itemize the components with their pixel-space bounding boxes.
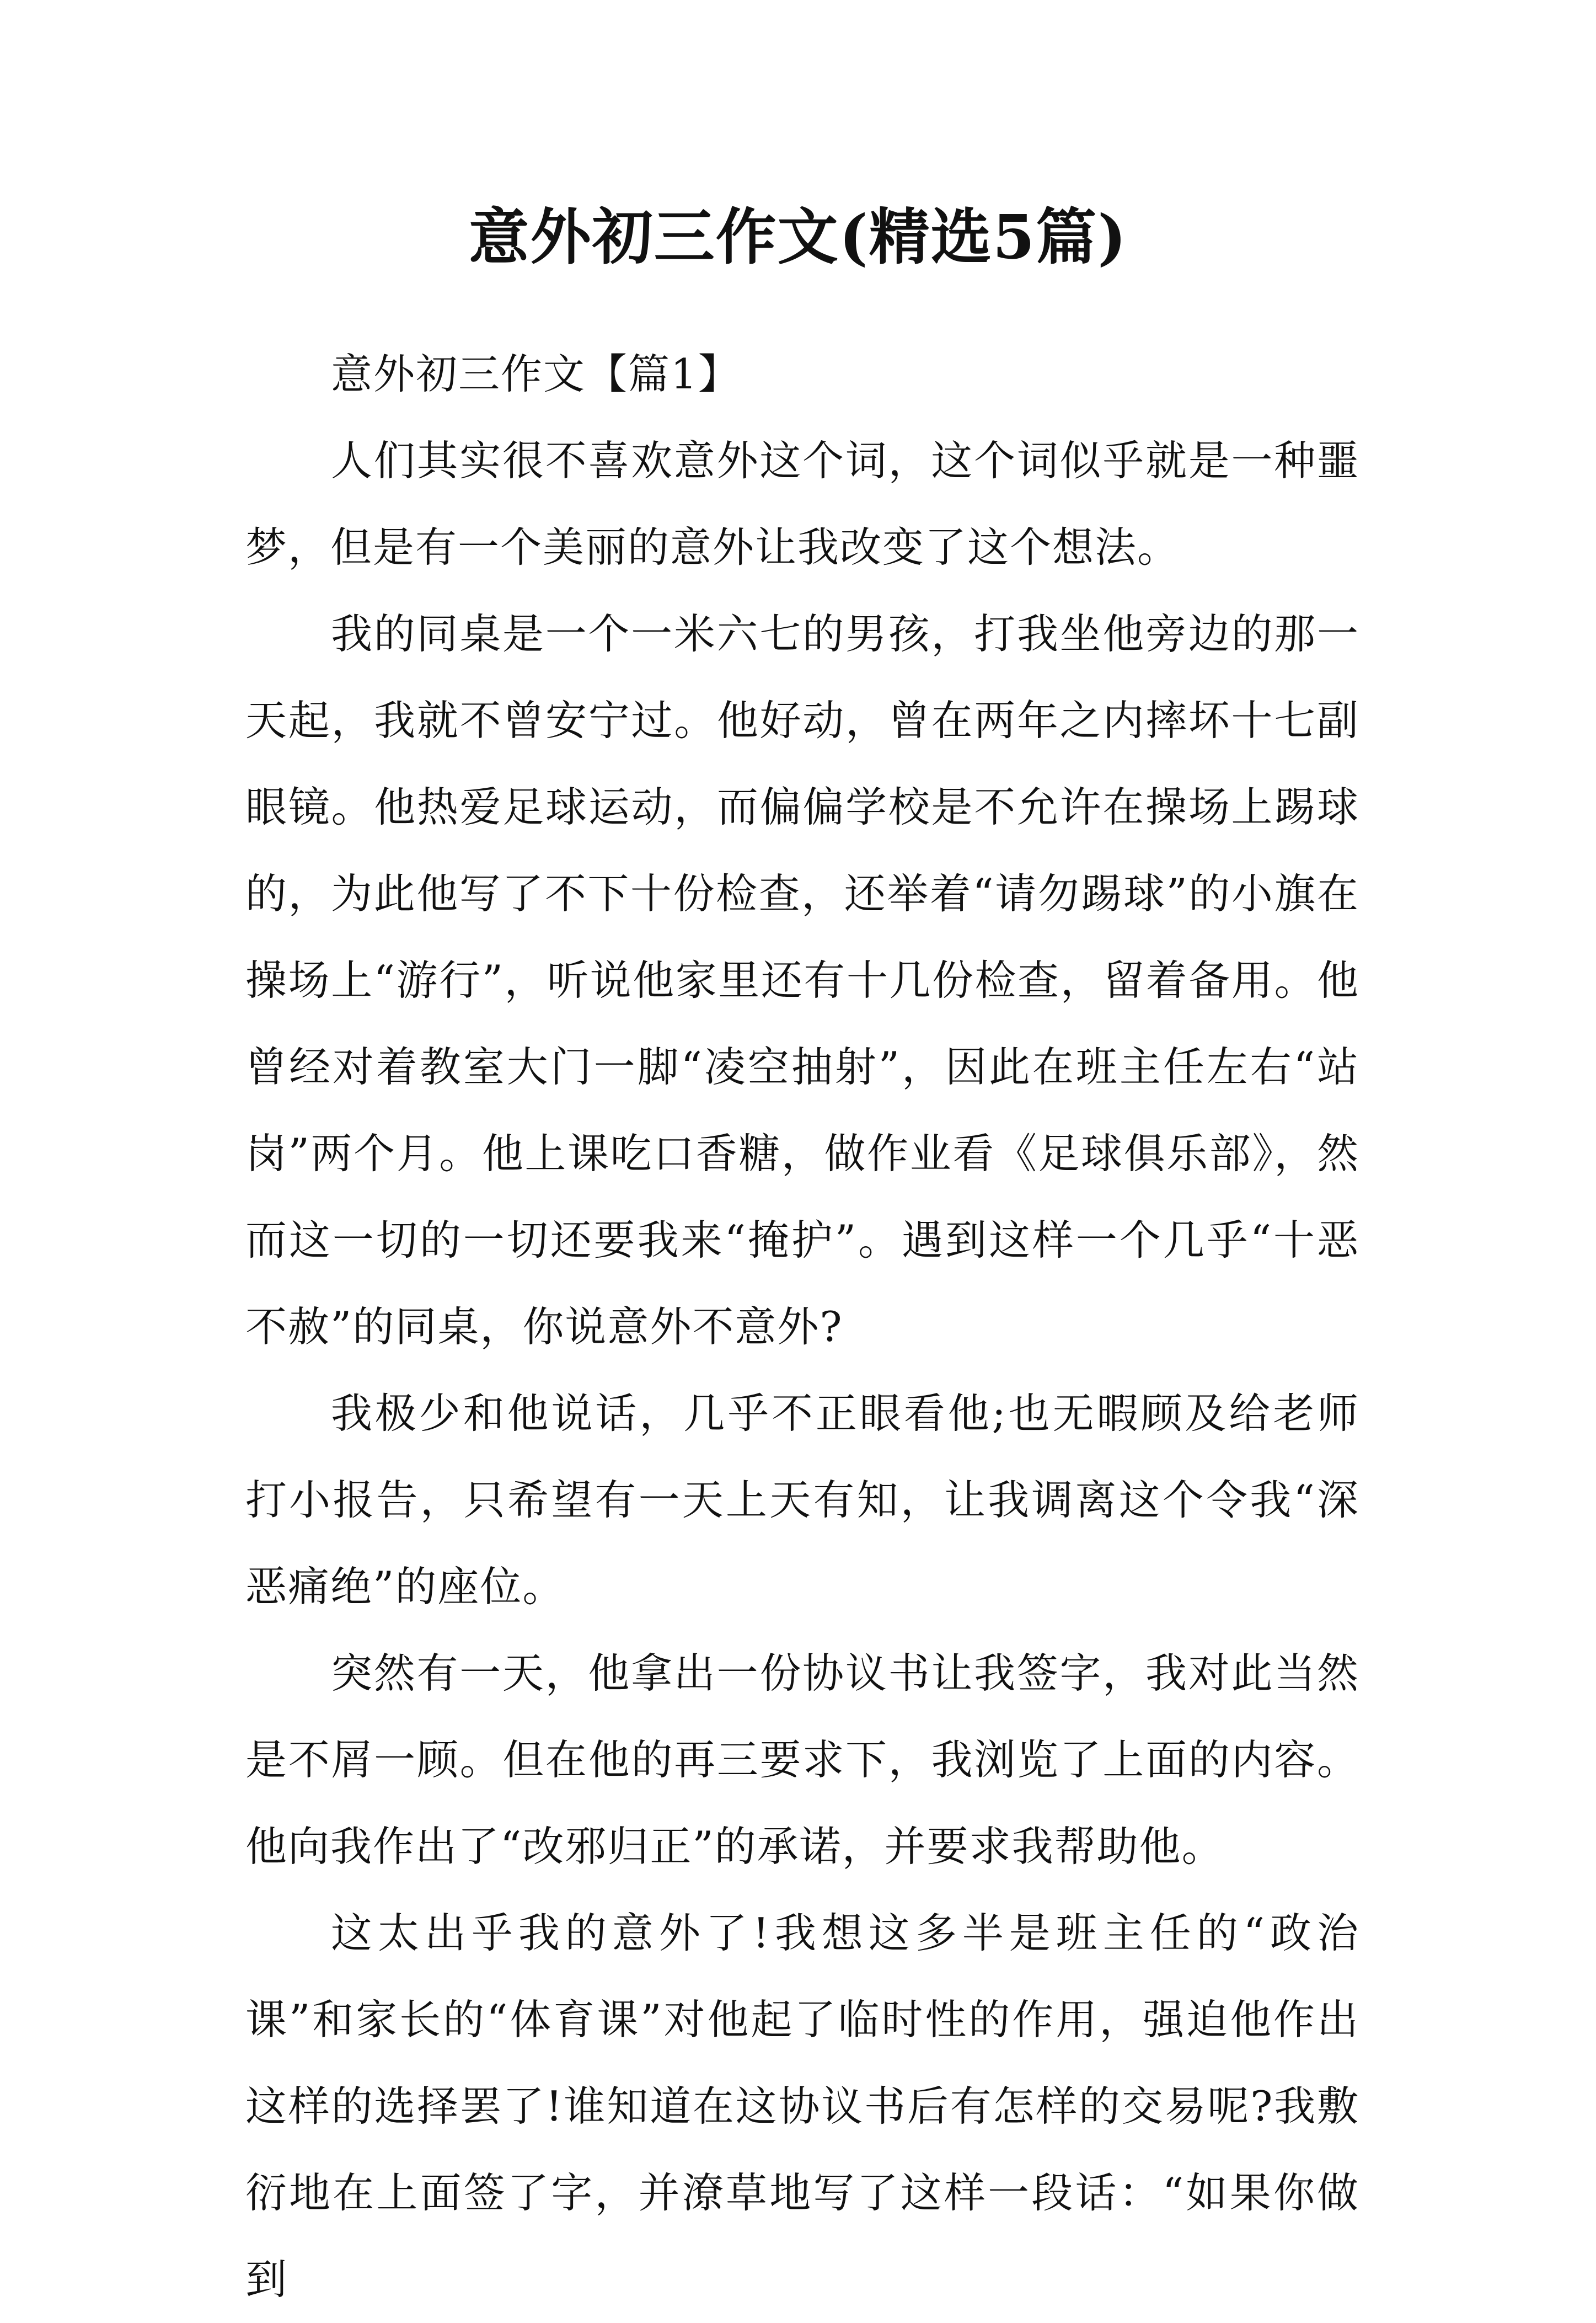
paragraph: 突然有一天，他拿出一份协议书让我签字，我对此当然是不屑一顾。但在他的再三要求下，我浏览了上面的内容。他向我作出了“改邪归正”的承诺，并要求我帮助他。: [245, 1649, 1359, 1871]
paragraph: 人们其实很不喜欢意外这个词，这个词似乎就是一种噩梦，但是有一个美丽的意外让我改变了这个想法。: [245, 436, 1359, 572]
paragraph: 我的同桌是一个一米六七的男孩，打我坐他旁边的那一天起，我就不曾安宁过。他好动，曾在两年之内摔坏十七副眼镜。他热爱足球运动，而偏偏学校是不允许在操场上踢球的，为此他写了不下十份检查，还举着“请勿踢球”的小旗在操场上“游行”，听说他家里还有十几份检查，留着备用。他曾经对着教室大门一脚“凌空抽射”，因此在班主任左右“站岗”两个月。他上课吃口香糖，做作业看《足球俱乐部》，然而这一切的一切还要我来“掩护”。遇到这样一个几乎“十恶不赦”的同桌，你说意外不意外?: [245, 610, 1359, 1351]
paragraph: 我极少和他说话，几乎不正眼看他;也无暇顾及给老师打小报告，只希望有一天上天有知，让我调离这个令我“深恶痛绝”的座位。: [245, 1389, 1359, 1611]
paragraph: 这太出乎我的意外了!我想这多半是班主任的“政治课”和家长的“体育课”对他起了临时性的作用，强迫他作出这样的选择罢了!谁知道在这协议书后有怎样的交易呢?我敷衍地在上面签了字，并潦草地写了这样一段话：“如果你做到: [245, 1909, 1359, 2304]
document-body: [245, 331, 1359, 2323]
section-heading: 意外初三作文【篇1】: [331, 350, 741, 398]
document-title: 意外初三作文(精选5篇): [468, 201, 1128, 273]
